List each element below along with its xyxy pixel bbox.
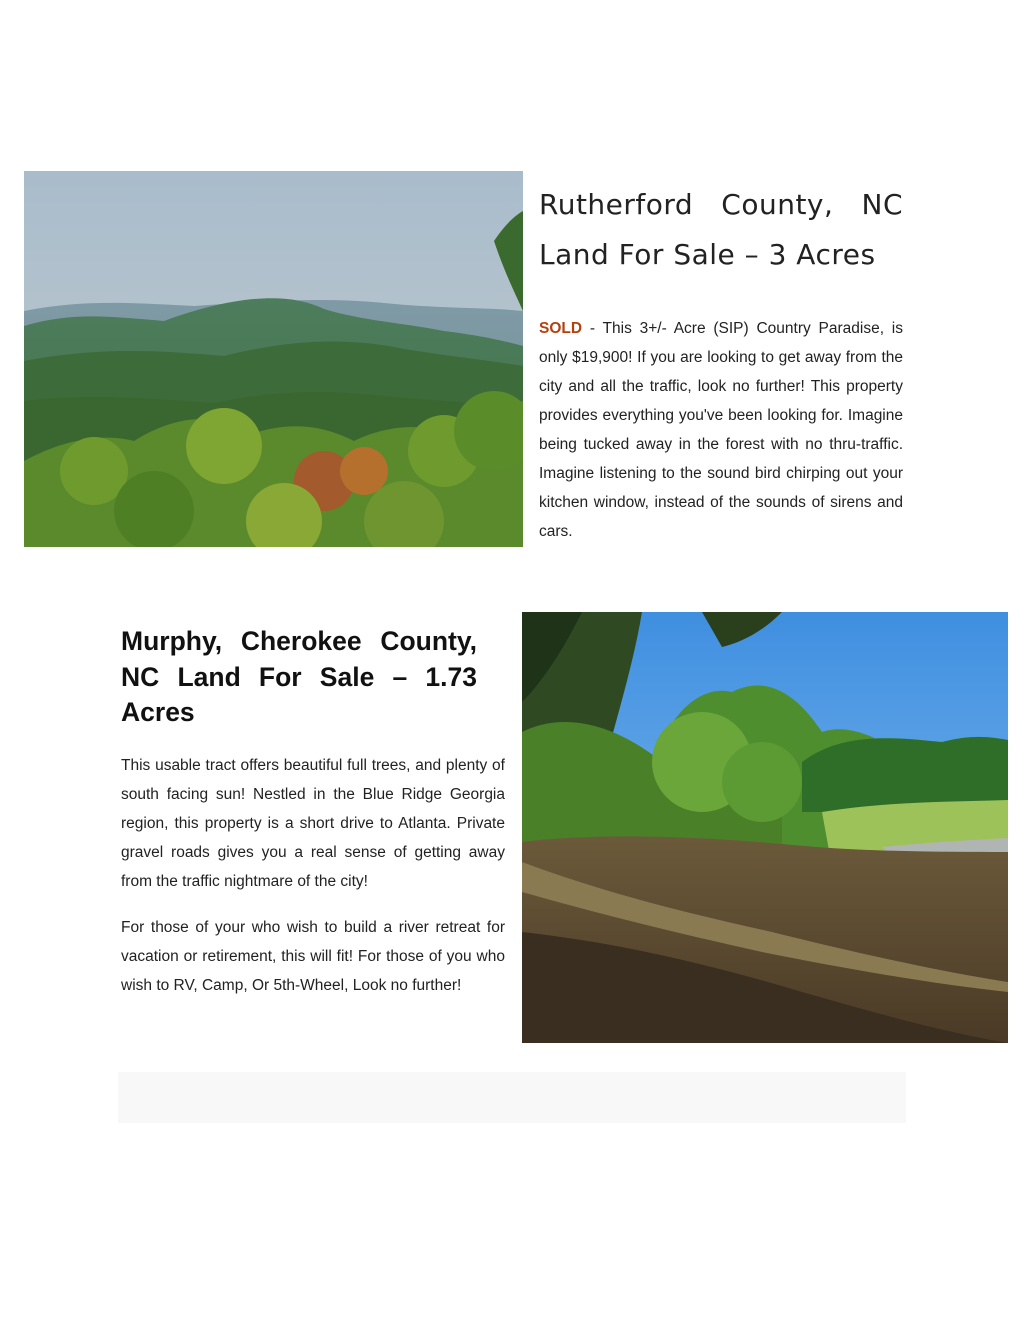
listing-2: [121, 624, 505, 1000]
listing-1-photo: [24, 171, 523, 547]
listing-2-paragraph-2: For those of your who wish to build a river retreat for vacation or retirement, this will fit! For those of you who wish to RV, Camp, Or 5th-Wheel, Look no further!: [121, 918, 505, 994]
listing-1: [539, 180, 903, 546]
footer-band: [118, 1072, 906, 1123]
mountain-view-image: [24, 171, 523, 547]
sold-badge: SOLD: [539, 320, 583, 337]
listing-2-title[interactable]: Murphy, Cherokee County, NC Land For Sale – 1.73 Acres: [121, 626, 477, 727]
listing-2-paragraph-1: This usable tract offers beautiful full trees, and plenty of south facing sun! Nestled in the Blue Ridge Georgia region, this property is a short drive to Atlanta. Private gravel roads gives you a real sense of getting away from the traffic nightmare of the city!: [121, 756, 505, 890]
listing-1-title[interactable]: Rutherford County, NC Land For Sale – 3 Acres: [539, 188, 903, 271]
wooded-lot-image: [522, 612, 1008, 1043]
listing-1-description-text: - This 3+/- Acre (SIP) Country Paradise, is only $19,900! If you are looking to get away from the city and all the traffic, look no further! This property provides everything you've been looking for. Imagine being tucked away in the forest with no thru-traffic. Imagine listening to the sound bird chirping out your kitchen window, instead of the sounds of sirens and cars.: [539, 320, 903, 540]
listing-2-photo: [522, 612, 1008, 1043]
listing-1-description: [539, 314, 903, 546]
